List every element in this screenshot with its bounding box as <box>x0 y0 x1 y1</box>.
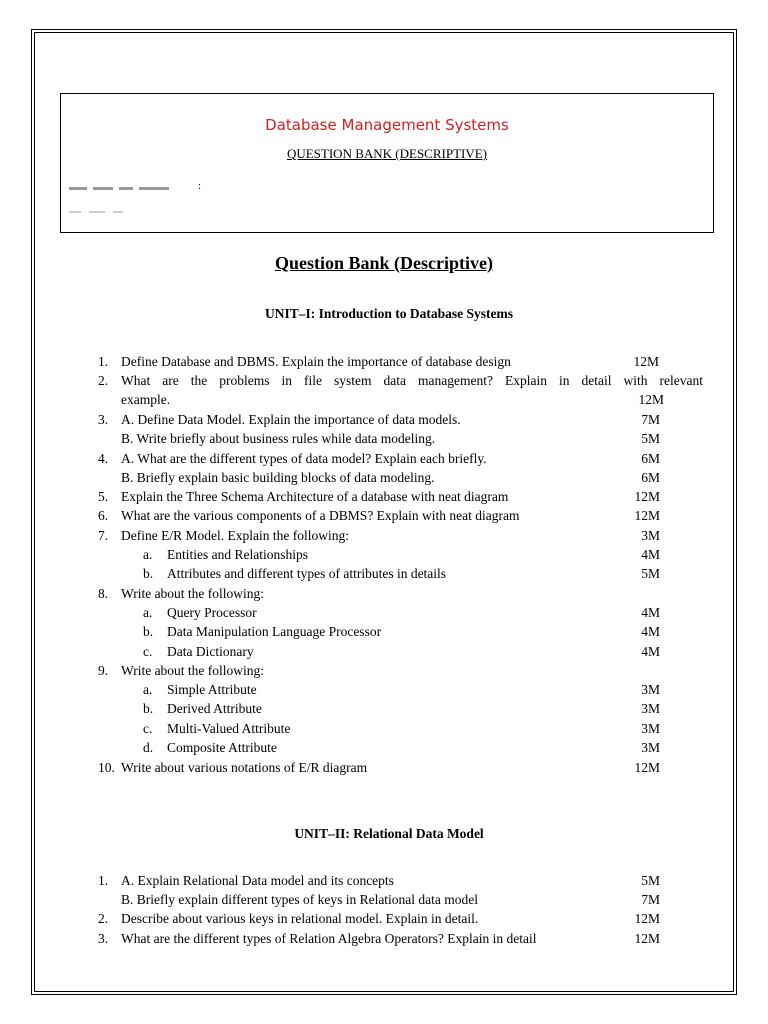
question-number: 4. <box>98 451 109 466</box>
sub-question-label: a. <box>143 547 153 562</box>
question-marks: 3M <box>641 740 660 755</box>
question-marks: 12M <box>634 911 660 926</box>
question-number: 1. <box>98 354 109 369</box>
unit-2-title: UNIT–II: Relational Data Model <box>294 826 484 841</box>
question-text: Explain the Three Schema Architecture of a database with neat diagram <box>121 489 509 504</box>
question-marks: 4M <box>641 547 660 562</box>
question-marks: 5M <box>641 566 660 581</box>
question-marks: 12M <box>634 931 660 946</box>
sub-question-text: Composite Attribute <box>167 740 277 755</box>
question-text: Define E/R Model. Explain the following: <box>121 528 349 543</box>
question-marks: 3M <box>641 528 660 543</box>
sub-question-text: Multi-Valued Attribute <box>167 721 291 736</box>
question-number: 10. <box>98 760 115 775</box>
sub-question-text: Data Manipulation Language Processor <box>167 624 382 639</box>
question-marks: 4M <box>641 605 660 620</box>
subject-title: Database Management Systems <box>265 116 509 134</box>
question-number: 1. <box>98 873 109 888</box>
question-text: What are the various components of a DBMS? Explain with neat diagram <box>121 508 520 523</box>
question-part-a: A. Define Data Model. Explain the importance of data models. <box>121 412 461 427</box>
question-number: 2. <box>98 911 109 926</box>
question-text: Write about the following: <box>121 663 265 678</box>
sub-question-label: c. <box>143 721 153 736</box>
sub-question-text: Data Dictionary <box>167 644 254 659</box>
question-marks: 7M <box>641 412 660 427</box>
question-marks: 12M <box>634 489 660 504</box>
question-number: 7. <box>98 528 109 543</box>
header-box <box>60 93 714 233</box>
question-part-a: A. What are the different types of data model? Explain each briefly. <box>121 451 487 466</box>
question-marks: 6M <box>641 470 660 485</box>
question-marks: 5M <box>641 431 660 446</box>
sub-question-text: Simple Attribute <box>167 682 257 697</box>
sub-question-text: Derived Attribute <box>167 701 262 716</box>
question-text-continued: example. <box>121 392 171 407</box>
question-text: Define Database and DBMS. Explain the importance of database design <box>121 354 511 369</box>
sub-question-text: Query Processor <box>167 605 257 620</box>
faded-subject-code-line <box>69 179 209 185</box>
question-text: Write about the following: <box>121 586 265 601</box>
sub-question-label: d. <box>143 740 154 755</box>
question-marks: 3M <box>641 682 660 697</box>
question-marks: 3M <box>641 721 660 736</box>
question-marks: 3M <box>641 701 660 716</box>
question-part-b: B. Write briefly about business rules while data modeling. <box>121 431 436 446</box>
question-marks: 12M <box>633 354 659 369</box>
question-marks: 6M <box>641 451 660 466</box>
sub-question-label: b. <box>143 566 154 581</box>
sub-question-text: Attributes and different types of attributes in details <box>167 566 447 581</box>
question-number: 2. <box>98 373 109 388</box>
question-text: Write about various notations of E/R diagram <box>121 760 368 775</box>
unit-1-title: UNIT–I: Introduction to Database Systems <box>264 306 514 321</box>
sub-question-label: b. <box>143 701 154 716</box>
question-text: What are the different types of Relation Algebra Operators? Explain in detail <box>121 931 537 946</box>
question-part-a: A. Explain Relational Data model and its concepts <box>121 873 394 888</box>
question-part-b: B. Briefly explain basic building blocks of data modeling. <box>121 470 435 485</box>
header-subtitle: QUESTION BANK (DESCRIPTIVE) <box>286 146 488 161</box>
sub-question-label: a. <box>143 682 153 697</box>
question-number: 5. <box>98 489 109 504</box>
question-text: Describe about various keys in relational model. Explain in detail. <box>121 911 479 926</box>
faded-regulation-line <box>69 203 149 207</box>
faded-colon: : <box>198 180 202 192</box>
question-part-b: B. Briefly explain different types of keys in Relational data model <box>121 892 479 907</box>
sub-question-label: c. <box>143 644 153 659</box>
question-text: What are the problems in file system data management? Explain in detail with relevant <box>121 373 703 388</box>
question-number: 6. <box>98 508 109 523</box>
question-marks: 12M <box>634 760 660 775</box>
question-number: 8. <box>98 586 109 601</box>
question-number: 3. <box>98 412 109 427</box>
question-marks: 12M <box>638 392 664 407</box>
question-number: 3. <box>98 931 109 946</box>
question-marks: 4M <box>641 644 660 659</box>
question-marks: 5M <box>641 873 660 888</box>
question-number: 9. <box>98 663 109 678</box>
question-marks: 7M <box>641 892 660 907</box>
question-marks: 12M <box>634 508 660 523</box>
sub-question-label: a. <box>143 605 153 620</box>
page-title: Question Bank (Descriptive) <box>275 253 493 273</box>
sub-question-label: b. <box>143 624 154 639</box>
question-marks: 4M <box>641 624 660 639</box>
sub-question-text: Entities and Relationships <box>167 547 308 562</box>
